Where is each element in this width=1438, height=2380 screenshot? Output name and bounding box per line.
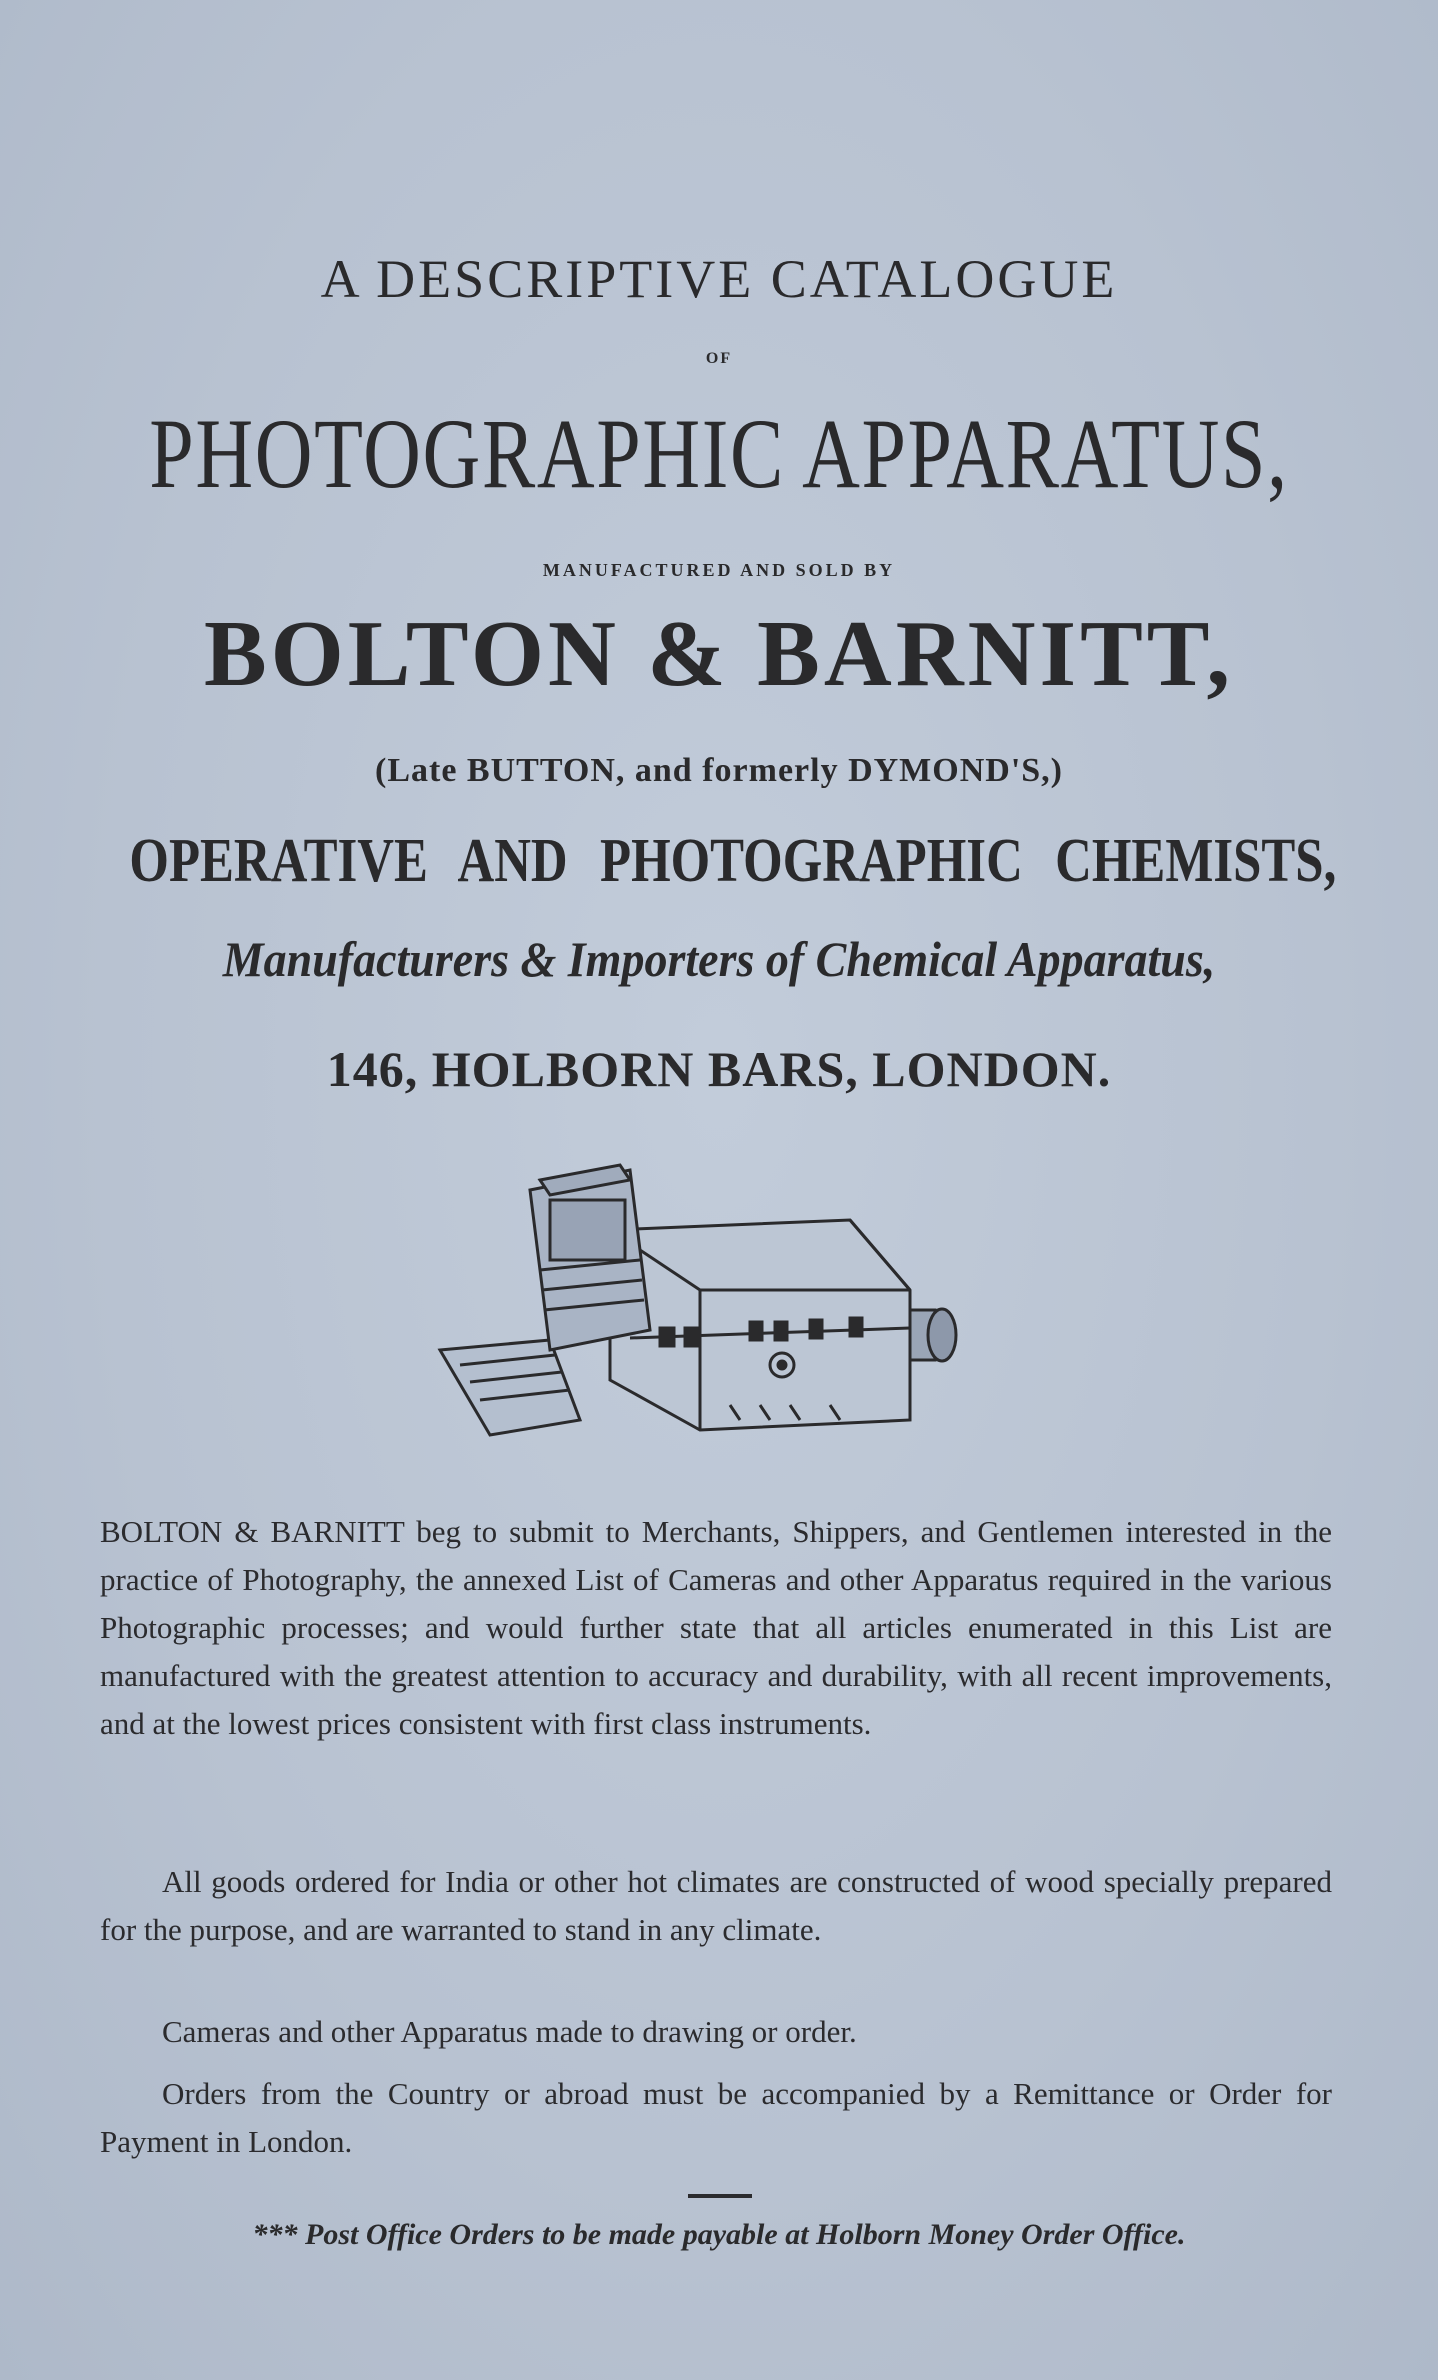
company-name: BOLTON & BARNITT, bbox=[203, 602, 1235, 706]
catalogue-title-line: A DESCRIPTIVE CATALOGUE bbox=[320, 249, 1118, 309]
company-specialty: Manufacturers & Importers of Chemical Apparatus, bbox=[222, 931, 1216, 987]
payment-paragraph: Orders from the Country or abroad must be accompanied by a Remittance or Order for Payment in London. bbox=[100, 2076, 1332, 2159]
intro-paragraph: BOLTON & BARNITT beg to submit to Merchants, Shippers, and Gentlemen interested in the practice of Photography, the annexed List of Cameras and other Apparatus required in the various Photographic processes; and would further state that all articles enumerated in this List are manufactured with the greatest attention to accuracy and durability, with all recent improvements, and at the lowest prices consistent with first class instruments. bbox=[100, 1514, 1332, 1741]
camera-icon bbox=[430, 1150, 980, 1440]
company-profession: OPERATIVE AND PHOTOGRAPHIC CHEMISTS, bbox=[129, 827, 1337, 895]
divider-rule bbox=[688, 2194, 752, 2198]
climate-paragraph: All goods ordered for India or other hot climates are constructed of wood specially prepared for the purpose, and are warranted to stand in any climate. bbox=[100, 1864, 1332, 1947]
custom-order-paragraph: Cameras and other Apparatus made to drawing or order. bbox=[162, 2014, 857, 2049]
company-history: (Late BUTTON, and formerly DYMOND'S,) bbox=[375, 752, 1063, 789]
main-title: PHOTOGRAPHIC APPARATUS, bbox=[149, 398, 1289, 509]
of-line: OF bbox=[705, 350, 733, 367]
manufactured-by-line: MANUFACTURED AND SOLD BY bbox=[542, 560, 896, 580]
post-office-note: *** Post Office Orders to be made payable at Holborn Money Order Office. bbox=[252, 2218, 1186, 2251]
company-address: 146, HOLBORN BARS, LONDON. bbox=[326, 1041, 1112, 1097]
